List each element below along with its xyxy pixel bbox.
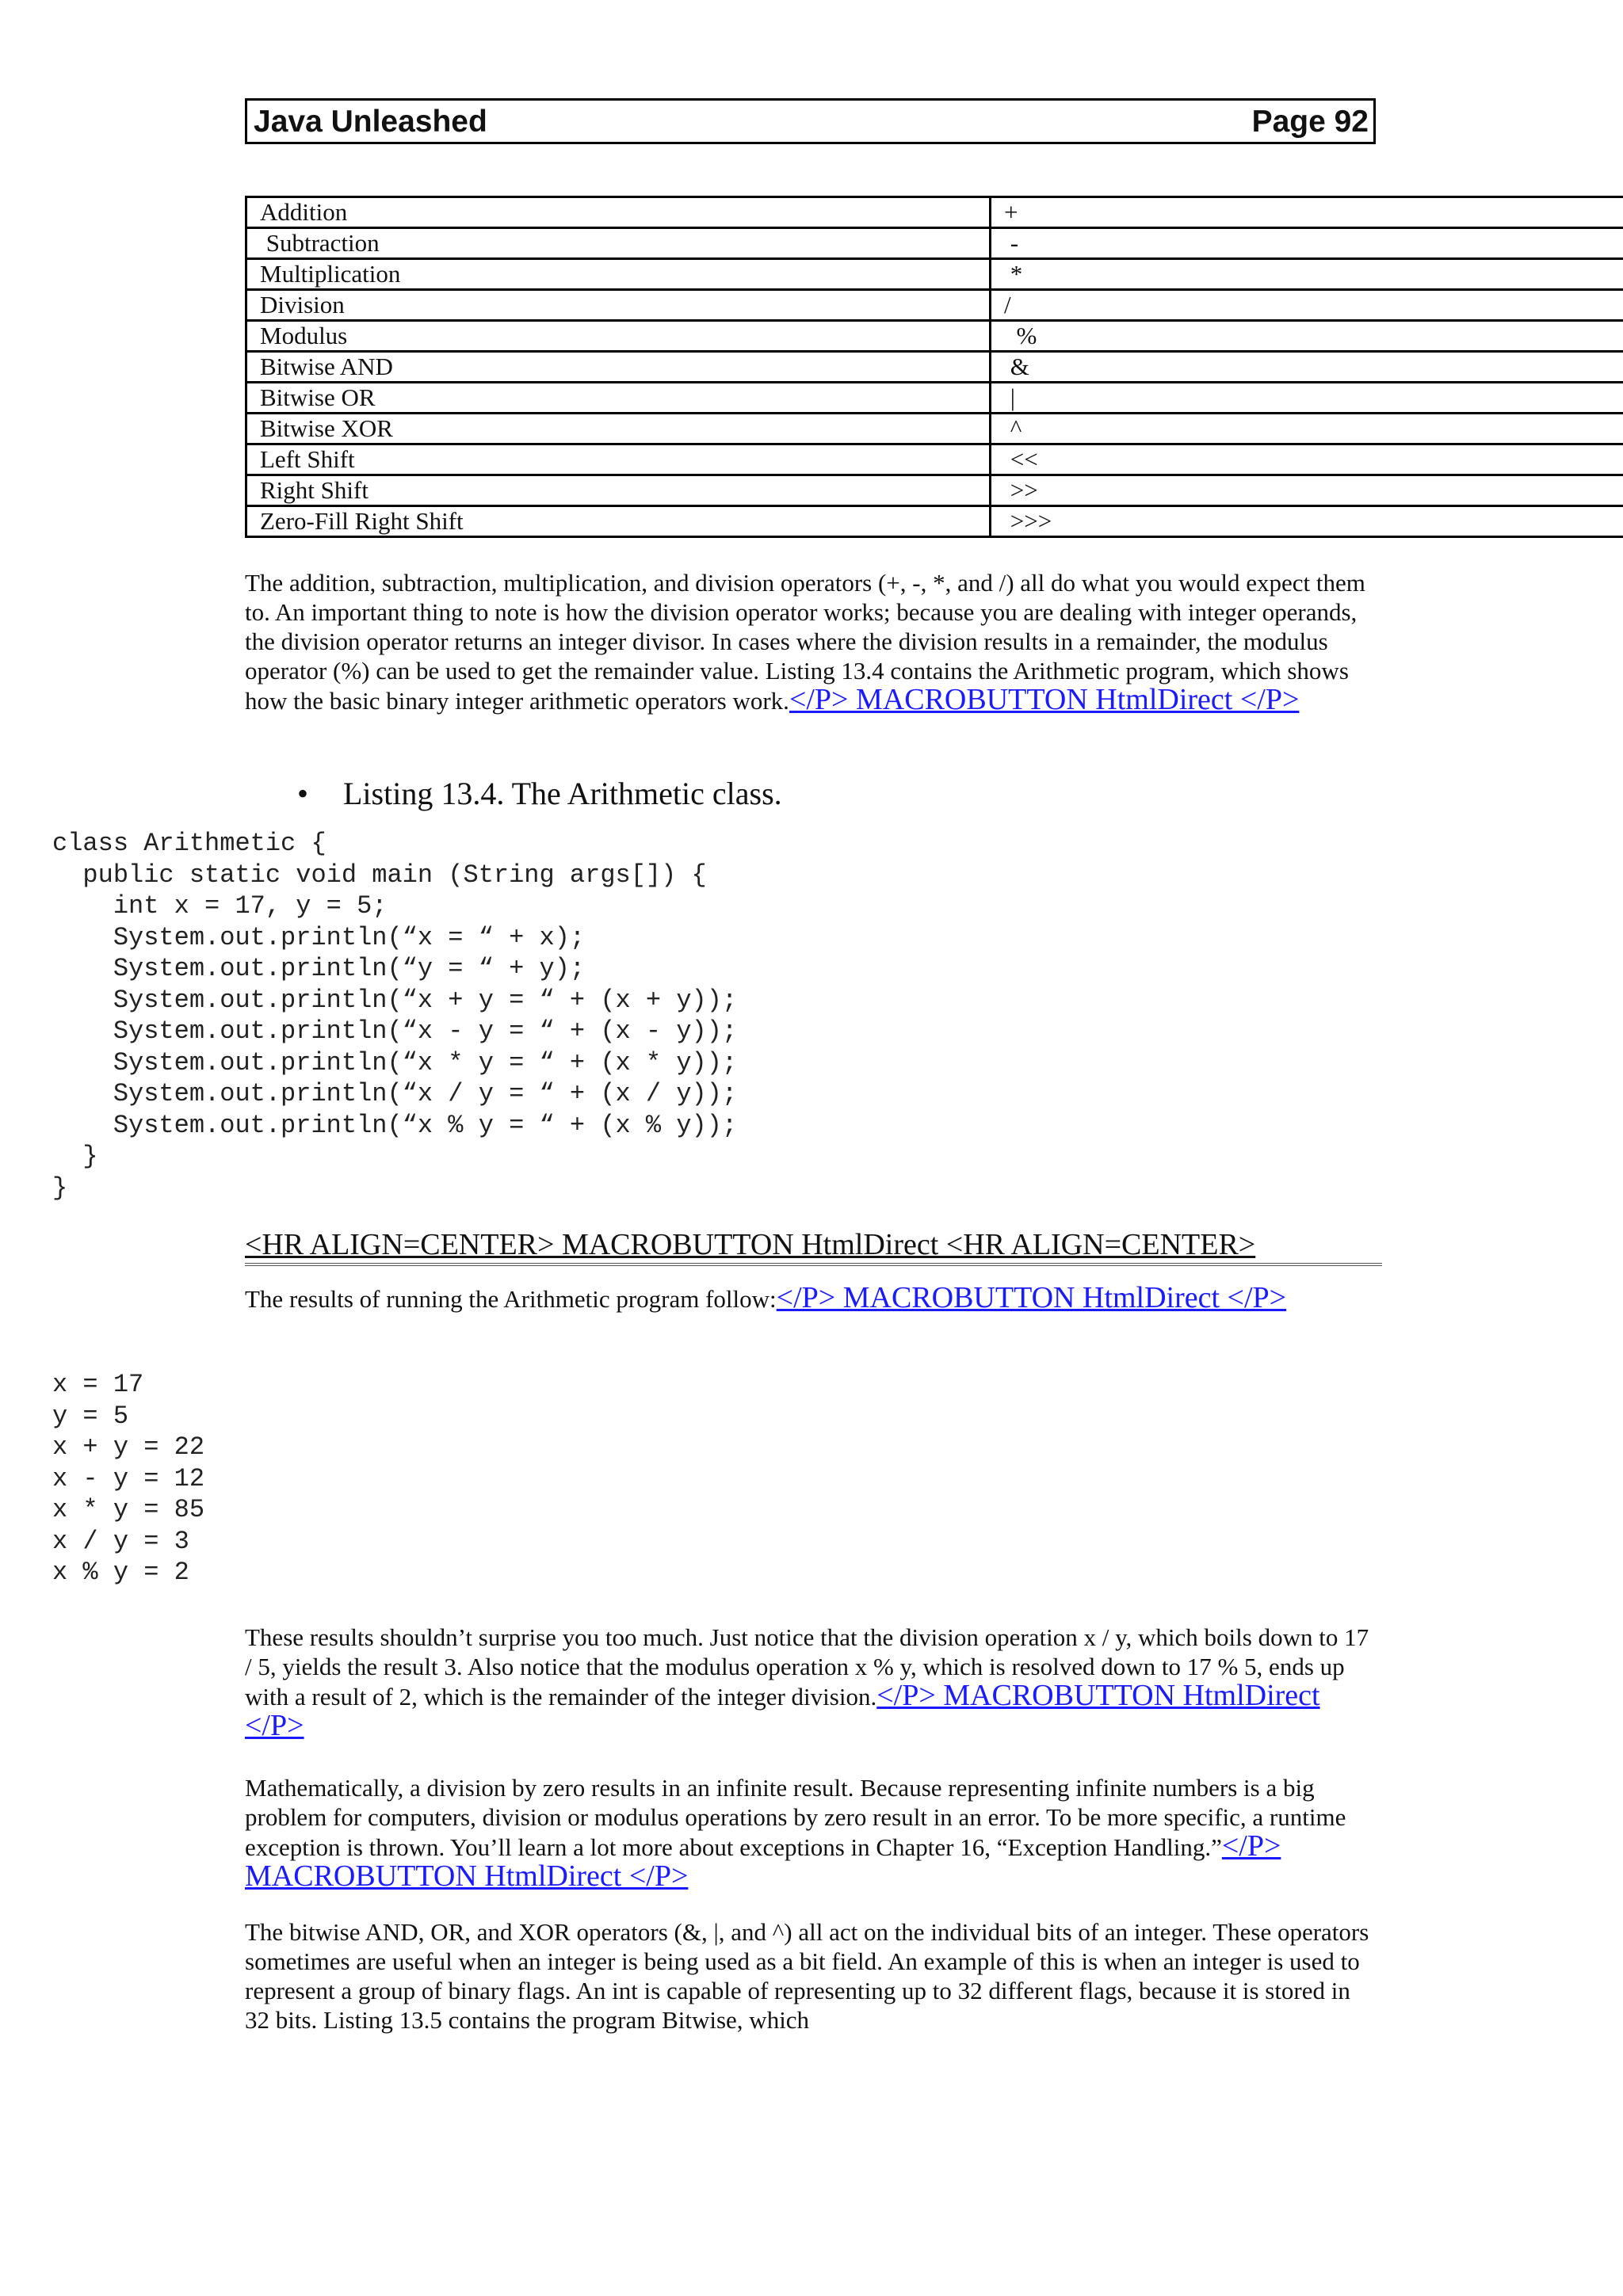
operator-name: Left Shift xyxy=(246,444,991,475)
macrobutton-link[interactable]: </P> MACROBUTTON HtmlDirect </P> xyxy=(245,1829,1281,1893)
operator-symbol: | xyxy=(991,383,1623,414)
operator-name: Bitwise AND xyxy=(246,352,991,383)
table-row xyxy=(246,475,1623,506)
paragraph-text: These results shouldn’t surprise you too much. Just notice that the division operation x / y, which boils down to 17 / 5, yields the result 3. Also notice that the modulus operation x % y, which is resolved down to 17 % 5, ends up with a result of 2, which is the remainder of the integer division. xyxy=(245,1623,1369,1711)
table-row xyxy=(246,197,1623,228)
operator-name: Bitwise XOR xyxy=(246,414,991,444)
paragraph-division-by-zero xyxy=(245,1773,1374,1892)
operator-name: Right Shift xyxy=(246,475,991,506)
table-row xyxy=(246,228,1623,259)
operator-symbol: / xyxy=(991,290,1623,321)
operator-symbol: & xyxy=(991,352,1623,383)
paragraph-text: The bitwise AND, OR, and XOR operators (&, |, and ^) all act on the individual bits of an integer. These operators sometimes are useful when an integer is being used as a bit field. An example of this is when an integer is used to represent a group of binary flags. An int is capable of representing up to 32 different flags, because it is stored in 32 bits. Listing 13.5 contains the program Bitwise, which xyxy=(245,1918,1369,2034)
listing-caption-text: Listing 13.4. The Arithmetic class. xyxy=(343,776,782,811)
operator-symbol: ^ xyxy=(991,414,1623,444)
operator-name: Bitwise OR xyxy=(246,383,991,414)
operator-name: Subtraction xyxy=(246,228,991,259)
operator-symbol: % xyxy=(991,321,1623,352)
table-row xyxy=(246,352,1623,383)
table-row xyxy=(246,383,1623,414)
macrobutton-link[interactable]: </P> MACROBUTTON HtmlDirect </P> xyxy=(776,1281,1287,1314)
operator-symbol: >> xyxy=(991,475,1623,506)
table-row xyxy=(246,321,1623,352)
operator-symbol: << xyxy=(991,444,1623,475)
table-row xyxy=(246,290,1623,321)
macrobutton-link[interactable]: </P> MACROBUTTON HtmlDirect </P> xyxy=(789,683,1300,716)
operator-name: Division xyxy=(246,290,991,321)
paragraph-bitwise-operators xyxy=(245,1917,1374,2035)
book-title: Java Unleashed xyxy=(254,105,487,139)
page-number: Page 92 xyxy=(1251,105,1369,139)
operator-name: Addition xyxy=(246,197,991,228)
table-row xyxy=(246,414,1623,444)
bullet-icon: • xyxy=(297,776,309,811)
page-header xyxy=(245,98,1376,144)
paragraph-text: Mathematically, a division by zero results in an infinite result. Because representing infinite numbers is a big problem for computers, division or modulus operations by zero result in an error. To be more specific, a runtime exception is thrown. You’ll learn a lot more about exceptions in Chapter 16, “Exception Handling.” xyxy=(245,1774,1346,1861)
operator-name: Multiplication xyxy=(246,259,991,290)
paragraph-text: The addition, subtraction, multiplication, and division operators (+, -, *, and /) all do what you would expect them to. An important thing to note is how the division operator works; because you are dealing with integer operands, the division operator returns an integer divisor. In cases where the division results in a remainder, the modulus operator (%) can be used to get the remainder value. Listing 13.4 contains the Arithmetic program, which shows how the basic binary integer arithmetic operators work. xyxy=(245,569,1365,715)
operator-symbol: + xyxy=(991,197,1623,228)
operator-name: Modulus xyxy=(246,321,991,352)
table-row xyxy=(246,259,1623,290)
table-row xyxy=(246,506,1623,537)
hr-macro-text: <HR ALIGN=CENTER> MACROBUTTON HtmlDirect <HR ALIGN=CENTER> xyxy=(245,1226,1382,1266)
paragraph-text: The results of running the Arithmetic program follow: xyxy=(245,1285,777,1313)
paragraph-arithmetic-intro xyxy=(245,568,1374,715)
table-row xyxy=(246,444,1623,475)
paragraph-results-intro xyxy=(245,1283,1374,1314)
operator-symbol: - xyxy=(991,228,1623,259)
macrobutton-link[interactable]: </P> MACROBUTTON HtmlDirect </P> xyxy=(245,1679,1320,1742)
paragraph-results-explanation xyxy=(245,1623,1374,1741)
operators-table xyxy=(245,196,1623,538)
listing-caption xyxy=(297,775,782,812)
operator-symbol: * xyxy=(991,259,1623,290)
code-listing: class Arithmetic { public static void main (String args[]) { int x = 17, y = 5; System.out.println(“x = “ + x); System.out.println(“y = “ + y); System.out.println(“x + y = “ + (x + y)); System.out.println(“x - y = “ + (x - y)); System.out.println(“x * y = “ + (x * y)); System.out.println(“x / y = “ + (x / y)); System.out.println(“x % y = “ + (x % y)); } } xyxy=(52,829,738,1203)
operator-name: Zero-Fill Right Shift xyxy=(246,506,991,537)
program-output: x = 17 y = 5 x + y = 22 x - y = 12 x * y = 85 x / y = 3 x % y = 2 xyxy=(52,1370,205,1587)
operator-symbol: >>> xyxy=(991,506,1623,537)
